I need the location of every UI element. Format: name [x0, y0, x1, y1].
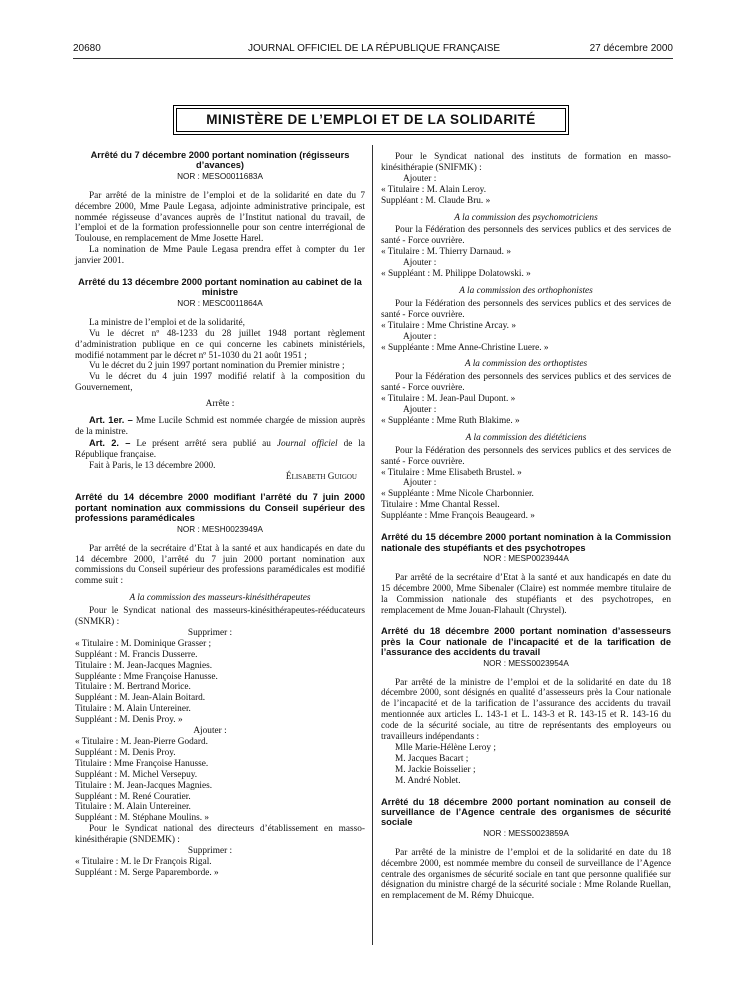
list-item: « Titulaire : M. Alain Leroy.: [381, 184, 487, 195]
commission-heading: A la commission des psychomotriciens: [454, 212, 598, 223]
nor-reference: NOR : MESS0023954A: [483, 658, 569, 668]
paragraph: Vu le décret nº 48-1233 du 28 juillet 1948 portant règlement d’administration publique en ce qui concerne les cabinets ministériels, modifié notamment par le décret nº 51-1030 du 21 août 1951 ;: [75, 328, 365, 361]
list-item: « Titulaire : M. Dominique Grasser ;: [75, 638, 212, 649]
commission-heading: A la commission des orthophonistes: [459, 285, 593, 296]
left-column: [75, 150, 365, 879]
issue-date: 27 décembre 2000: [589, 43, 673, 54]
signature: Élisabeth Guigou: [285, 471, 357, 482]
ministry-title: MINISTÈRE DE L’EMPLOI ET DE LA SOLIDARITÉ: [206, 112, 536, 127]
paragraph: La nomination de Mme Paule Legasa prendra effet à compter du 1er janvier 2001.: [75, 245, 365, 267]
supprimer-label: Supprimer :: [187, 627, 233, 638]
list-item: Suppléant : M. Jean-Alain Boitard.: [75, 693, 206, 704]
paragraph: Par arrêté de la ministre de l’emploi et de la solidarité en date du 18 décembre 2000, est nommée membre du conseil de surveillance de l’Agence centrale des organismes de sécurité sociale en tant que personne qualifiée sur désignation du ministre chargé de la sécurité sociale : Mme Rolande Ruellan, en remplacement de M. Rémy Dhuicque.: [381, 847, 671, 902]
list-item: « Titulaire : Mme Elisabeth Brustel. »: [381, 467, 522, 478]
list-item: M. Jacques Bacart ;: [395, 753, 469, 764]
list-item: Titulaire : M. Alain Untereiner.: [75, 704, 191, 715]
paragraph: Par arrêté de la ministre de l’emploi et de la solidarité en date du 7 décembre 2000, Mme Paule Legasa, adjointe administrative principale, est nommée régisseuse d’avances auprès de l’Institut national du travail, de l’emploi et de la formation professionnelle pour son centre interrégional de Toulouse, en remplacement de Mme Josette Harel.: [75, 190, 365, 245]
column-divider: [372, 145, 373, 945]
list-item: « Suppléante : Mme Nicole Charbonnier.: [381, 489, 534, 500]
list-item: « Titulaire : M. Jean-Paul Dupont. »: [381, 394, 516, 405]
list-item: Suppléant : M. Serge Paparemborde. »: [75, 867, 219, 878]
paragraph: Pour la Fédération des personnels des services publics et des services de santé - Force ouvrière.: [381, 225, 671, 247]
list-item: Titulaire : Mme Françoise Hanusse.: [75, 758, 209, 769]
decree-title: Arrêté du 18 décembre 2000 portant nomination au conseil de surveillance de l’Agence centrale des organismes de sécurité sociale: [381, 796, 671, 828]
list-item: Titulaire : M. Alain Untereiner.: [75, 802, 191, 813]
article-label: Art. 2. –: [89, 437, 131, 448]
paragraph: La ministre de l’emploi et de la solidarité,: [89, 317, 245, 328]
list-item: Titulaire : M. Bertrand Morice.: [75, 682, 191, 693]
supprimer-label: Supprimer :: [187, 846, 233, 857]
removed-list: [75, 639, 365, 726]
decree-title: Arrêté du 15 décembre 2000 portant nomination à la Commission nationale des stupéfiants et des psychotropes: [381, 532, 671, 553]
list-item: « Suppléante : Mme Ruth Blakime. »: [381, 415, 520, 426]
ajouter-label: Ajouter :: [193, 726, 227, 737]
nor-reference: NOR : MESH0023949A: [176, 524, 263, 534]
removed-list: [75, 857, 365, 879]
article-label: Art. 1er. –: [89, 415, 133, 426]
nor-reference: NOR : MESS0023859A: [483, 828, 569, 838]
right-column: [381, 152, 671, 902]
list-item: Suppléant : M. Stéphane Moulins. »: [75, 813, 210, 824]
article-2: Art. 2. – Le présent arrêté sera publié au Journal officiel de la République française.: [75, 437, 366, 460]
ajouter-label: Ajouter :: [403, 405, 437, 416]
list-item: Suppléant : M. Claude Bru. »: [381, 195, 491, 206]
ajouter-label: Ajouter :: [403, 258, 437, 269]
nor-reference: NOR : MESO0011683A: [177, 171, 263, 181]
list-item: Titulaire : M. Jean-Jacques Magnies.: [75, 780, 213, 791]
commission-heading: A la commission des diététiciens: [465, 432, 587, 443]
list-item: « Titulaire : M. le Dr François Rigal.: [75, 856, 212, 867]
list-item: « Titulaire : Mme Christine Arcay. »: [381, 320, 516, 331]
paragraph: Pour le Syndicat national des instituts de formation en masso-kinésithérapie (SNIFMK) :: [381, 152, 671, 173]
ajouter-label: Ajouter :: [403, 478, 437, 489]
nor-reference: NOR : MESC0011864A: [177, 298, 263, 308]
list-item: Suppléant : M. Michel Versepuy.: [75, 769, 198, 780]
ajouter-label: Ajouter :: [403, 331, 437, 342]
paragraph: Vu le décret du 4 juin 1997 modifié relatif à la composition du Gouvernement,: [75, 372, 365, 394]
list-item: Suppléant : M. Denis Proy.: [75, 747, 176, 758]
paragraph: Pour la Fédération des personnels des services publics et des services de santé - Force ouvrière.: [381, 445, 671, 467]
list-item: Suppléante : Mme François Beaugeard. »: [381, 511, 535, 522]
decree-title: Arrêté du 14 décembre 2000 modifiant l’arrêté du 7 juin 2000 portant nomination aux commissions du Conseil supérieur des professions paramédicales: [75, 492, 365, 524]
paragraph: Pour la Fédération des personnels des services publics et des services de santé - Force ouvrière.: [381, 298, 671, 320]
journal-title: JOURNAL OFFICIEL DE LA RÉPUBLIQUE FRANÇAISE: [248, 43, 501, 54]
list-item: Titulaire : M. Jean-Jacques Magnies.: [75, 660, 213, 671]
ajouter-label: Ajouter :: [403, 173, 437, 184]
list-item: Suppléante : Mme Françoise Hanusse.: [75, 671, 218, 682]
list-item: Suppléant : M. René Couratier.: [75, 791, 191, 802]
decree-title: Arrêté du 7 décembre 2000 portant nomination (régisseurs d’avances): [90, 150, 350, 171]
done-at: Fait à Paris, le 13 décembre 2000.: [89, 460, 216, 471]
header-rule: [73, 58, 673, 59]
list-item: « Suppléant : M. Philippe Dolatowski. »: [381, 269, 531, 280]
commission-heading: A la commission des orthoptistes: [464, 359, 588, 370]
commission-heading: A la commission des masseurs-kinésithérapeutes: [129, 593, 311, 604]
list-item: « Titulaire : M. Jean-Pierre Godard.: [75, 737, 208, 747]
nor-reference: NOR : MESP0023944A: [483, 553, 569, 563]
list-item: Suppléant : M. Francis Dusserre.: [75, 649, 198, 660]
paragraph: Pour le Syndicat national des masseurs-kinésithérapeutes-rééducateurs (SNMKR) :: [75, 606, 365, 628]
list-item: « Suppléante : Mme Anne-Christine Luere. »: [381, 342, 549, 353]
paragraph: Pour la Fédération des personnels des services publics et des services de santé - Force ouvrière.: [381, 372, 671, 394]
paragraph: Pour le Syndicat national des directeurs d’établissement en masso-kinésithérapie (SNDEMK) :: [75, 824, 365, 846]
decree-title: Arrêté du 13 décembre 2000 portant nomination au cabinet de la ministre: [78, 277, 362, 298]
decree-title: Arrêté du 18 décembre 2000 portant nomination d’assesseurs près la Cour nationale de l’incapacité et de la tarification de l’assurance des accidents du travail: [381, 626, 671, 658]
arrete-label: Arrête :: [205, 399, 235, 410]
list-item: Titulaire : Mme Chantal Ressel.: [381, 500, 500, 511]
page-number: 20680: [73, 43, 101, 54]
article-1: Art. 1er. – Mme Lucile Schmid est nommée chargée de mission auprès de la ministre.: [75, 415, 365, 437]
list-item: Suppléant : M. Denis Proy. »: [75, 715, 183, 726]
paragraph: Par arrêté de la secrétaire d’Etat à la santé et aux handicapés en date du 14 décembre 2000, l’arrêté du 7 juin 2000 portant nomination aux commissions du Conseil supérieur des professions paramédicales est modifié comme suit :: [75, 543, 365, 587]
added-list: [75, 737, 365, 824]
paragraph: Par arrêté de la ministre de l’emploi et de la solidarité en date du 18 décembre 2000, sont désignés en qualité d’assesseurs près la Cour nationale de l’incapacité et de la tarification de l’assurance des accidents du travail mentionnée aux articles L. 143-1 et L. 143-3 et R. 143-15 et R. 143-16 du code de la sécurité sociale, au titre de représentants des employeurs ou travailleurs indépendants :: [381, 677, 671, 743]
list-item: Mlle Marie-Hélène Leroy ;: [395, 743, 496, 753]
list-item: M. Jackie Boisselier ;: [395, 764, 476, 775]
page-header: [73, 43, 673, 57]
list-item: « Titulaire : M. Thierry Darnaud. »: [381, 247, 511, 258]
paragraph: Par arrêté de la secrétaire d’Etat à la santé et aux handicapés en date du 15 décembre 2000, Mme Sibenaler (Claire) est nommée membre titulaire de la Commission nationale des stupéfiants et des psychotropes, en remplacement de Mme Jouan-Flahault (Chrystel).: [381, 572, 671, 616]
ministry-box: [176, 108, 566, 132]
list-item: M. André Noblet.: [395, 775, 461, 786]
paragraph: Vu le décret du 2 juin 1997 portant nomination du Premier ministre ;: [89, 361, 345, 372]
